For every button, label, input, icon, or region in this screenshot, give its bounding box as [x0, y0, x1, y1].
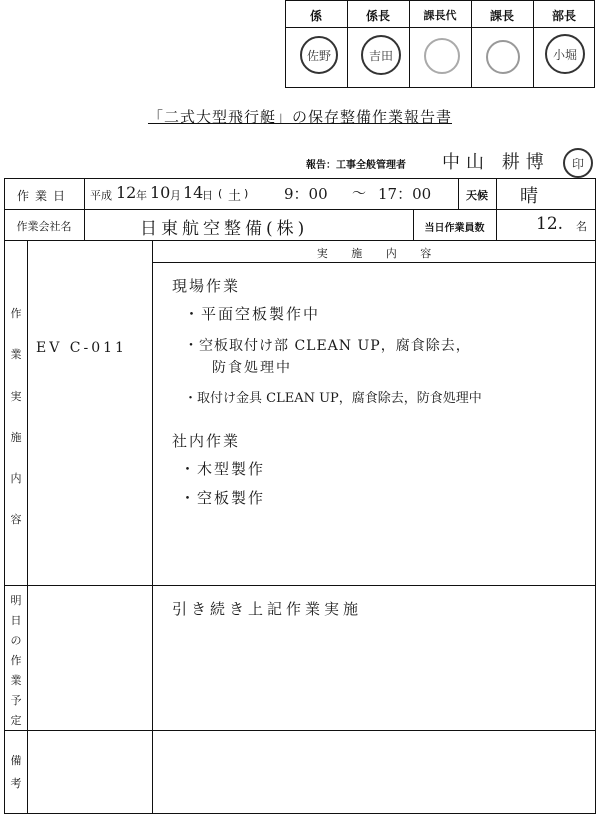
- date-year: 12: [116, 183, 137, 202]
- work-line-3: ・空板取付け部 CLEAN UP，腐食除去，: [184, 338, 471, 354]
- approval-header-4: 課長: [489, 9, 514, 23]
- month-unit: 月: [170, 189, 181, 202]
- work-label-char-3: 実: [10, 390, 22, 403]
- seal-2: 吉田: [361, 35, 401, 75]
- time-end: 17：00: [378, 185, 432, 203]
- approval-header-5: 部長: [551, 9, 576, 23]
- work-label-char-5: 内: [10, 472, 22, 485]
- year-unit: 年: [136, 189, 147, 202]
- work-label-char-6: 容: [10, 513, 22, 526]
- seal-4: [486, 40, 520, 74]
- work-line-7: ・木型製作: [180, 460, 266, 478]
- workers-unit: 名: [576, 220, 587, 233]
- date-day: 14: [183, 183, 204, 202]
- date-label: 作業日: [16, 189, 71, 203]
- work-label-char-2: 業: [10, 348, 22, 361]
- time-separator: 〜: [352, 186, 366, 202]
- work-line-6: 社内作業: [172, 432, 241, 450]
- time-start: 9：00: [284, 185, 328, 203]
- work-label-char-4: 施: [10, 431, 22, 444]
- report-form: [4, 178, 596, 814]
- seal-5: 小堀: [545, 34, 585, 74]
- tomorrow-label-char-2: 日: [10, 614, 22, 627]
- document-title: 「二式大型飛行艇」の保存整備作業報告書: [147, 108, 452, 126]
- weather-value: 晴: [520, 186, 538, 207]
- tomorrow-label-char-7: 定: [10, 714, 22, 727]
- work-label-char-1: 作: [10, 307, 22, 320]
- seal-3: [424, 38, 460, 74]
- reporter-seal: 印: [563, 148, 593, 178]
- weekday: 土: [228, 189, 242, 204]
- reporter-name: 中山 耕博: [442, 152, 550, 173]
- tomorrow-label-char-3: の: [10, 634, 22, 647]
- tomorrow-label-char-6: 予: [10, 694, 22, 707]
- weekday-open: (: [218, 187, 223, 200]
- approval-header-3: 課長代: [423, 9, 457, 22]
- work-line-8: ・空板製作: [180, 489, 266, 507]
- weekday-close: ): [244, 187, 249, 200]
- workers-count: 12.: [536, 214, 564, 234]
- remarks-label-char-2: 考: [10, 777, 22, 790]
- weather-label: 天候: [466, 189, 488, 202]
- work-content-header: 実 施 内 容: [316, 247, 432, 260]
- work-line-2: ・平面空板製作中: [184, 305, 321, 323]
- day-unit: 日: [202, 189, 213, 202]
- tomorrow-label-char-5: 業: [10, 674, 22, 687]
- work-line-1: 現場作業: [172, 277, 241, 295]
- remarks-label-char-1: 備: [10, 754, 22, 767]
- work-line-5: ・取付け金具 CLEAN UP，腐食除去，防食処理中: [184, 391, 482, 406]
- approval-header-1: 係: [309, 9, 322, 23]
- work-code: EV C-011: [36, 340, 127, 356]
- tomorrow-plan: 引き続き上記作業実施: [172, 600, 363, 618]
- era: 平成: [90, 189, 112, 202]
- seal-1: 佐野: [300, 36, 338, 74]
- company-label: 作業会社名: [16, 220, 72, 233]
- tomorrow-label-char-1: 明: [10, 594, 22, 607]
- tomorrow-label-char-4: 作: [10, 654, 22, 667]
- reporter-label: 報告：工事全般管理者: [306, 160, 406, 171]
- date-month: 10: [150, 183, 171, 202]
- company-name: 日東航空整備(株): [140, 219, 309, 239]
- approval-header-2: 係長: [365, 9, 390, 23]
- work-line-4: 防食処理中: [212, 360, 292, 376]
- workers-label: 当日作業員数: [424, 223, 485, 234]
